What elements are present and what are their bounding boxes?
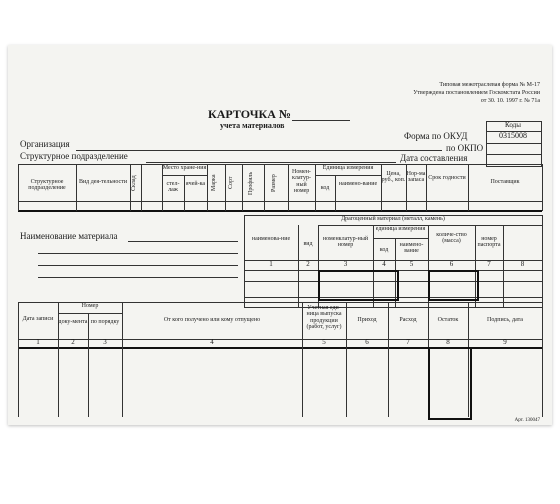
- col-supplier: Поставщик: [490, 179, 520, 185]
- col-number: Номер: [81, 303, 99, 309]
- col-kind: вид: [303, 241, 313, 247]
- num-1: 1: [36, 338, 40, 346]
- pnum-6: 6: [449, 260, 454, 268]
- col-storage: Место хране-ния: [162, 165, 207, 171]
- pnum-3: 3: [343, 260, 348, 268]
- col-qty: количе-ство (масса): [436, 232, 467, 245]
- subdivision-field[interactable]: [146, 162, 396, 163]
- card-number-line: [292, 120, 350, 121]
- col-pcode: код: [379, 247, 389, 253]
- col-size: Размер: [271, 174, 277, 192]
- card-subtitle: учета материалов: [220, 121, 285, 130]
- date-label: Дата составления: [400, 153, 468, 163]
- col-price: Цена, руб., коп.: [381, 171, 406, 184]
- col-date: Дата записи: [22, 316, 54, 322]
- col-passport: номер паспорта: [477, 236, 501, 249]
- col-activity: Вид дея-тельности: [78, 179, 128, 185]
- col-warehouse: Склад: [131, 175, 137, 191]
- okud-label: Форма по ОКУД: [404, 131, 468, 141]
- num-5: 5: [322, 338, 326, 346]
- col-brand: Марка: [211, 174, 217, 192]
- col-cell: ячей-ка: [185, 181, 206, 187]
- pnum-8: 8: [520, 260, 525, 268]
- article-number: Арт. 130047: [514, 418, 540, 423]
- num-6: 6: [365, 338, 369, 346]
- organization-field[interactable]: [76, 150, 442, 151]
- col-punit: единица измерения: [375, 226, 426, 232]
- codes-label: Коды: [505, 121, 521, 129]
- pnum-2: 2: [306, 260, 310, 268]
- subdivision-label: Структурное подразделение: [20, 151, 128, 161]
- col-order: по порядку: [90, 319, 120, 325]
- col-shelf-life: Срок годности: [428, 175, 466, 181]
- col-pnomen: номенклатур-ный номер: [322, 236, 369, 249]
- col-profile: Профиль: [248, 171, 254, 195]
- col-acc-unit: Учетная еди-ница выпуска продукции (работ, услуг): [306, 305, 342, 330]
- col-sign: Подпись, дата: [487, 317, 523, 323]
- card-title: КАРТОЧКА №: [208, 107, 291, 121]
- num-2: 2: [71, 338, 75, 346]
- col-doc: доку-мента: [58, 319, 88, 325]
- precious-header: Драгоценный материал (металл, камень): [341, 216, 445, 222]
- col-puname: наимено-вание: [399, 242, 424, 255]
- col-income: Приход: [357, 317, 377, 323]
- col-code: код: [320, 185, 330, 191]
- form-type-note: Типовая межотраслевая форма № М-17: [439, 82, 540, 88]
- col-pname: наименова-ние: [251, 236, 291, 242]
- approval-note: Утверждена постановлением Госкомстата России: [413, 90, 540, 96]
- num-9: 9: [503, 338, 507, 346]
- col-balance: Остаток: [437, 317, 459, 323]
- organization-label: Организация: [20, 139, 70, 149]
- col-nomen: Номен-клатур-ный номер: [292, 169, 311, 194]
- okud-value: 0315008: [499, 131, 527, 140]
- pnum-7: 7: [487, 260, 491, 268]
- num-8: 8: [446, 338, 450, 346]
- material-name-label: Наименование материала: [20, 231, 118, 241]
- precious-highlight-1: [318, 270, 399, 301]
- balance-highlight: [428, 347, 472, 420]
- num-7: 7: [406, 338, 410, 346]
- num-4: 4: [210, 338, 214, 346]
- col-grade: Сорт: [228, 176, 234, 190]
- precious-highlight-2: [428, 270, 479, 301]
- form-sheet: [8, 45, 552, 425]
- pnum-4: 4: [382, 260, 386, 268]
- pnum-1: 1: [269, 260, 273, 268]
- col-norm: Нор-ма запаса: [406, 171, 426, 184]
- col-shelf: стел-лаж: [166, 181, 180, 194]
- okpo-label: по ОКПО: [446, 143, 484, 153]
- col-from: От кого получено или кому отпущено: [163, 317, 261, 323]
- approval-date: от 30. 10. 1997 г. № 71а: [480, 98, 540, 104]
- material-name-field[interactable]: [128, 241, 238, 242]
- pnum-5: 5: [409, 260, 414, 268]
- col-struct: Структурное подразделение: [28, 179, 66, 192]
- col-uname: наимено-вание: [338, 181, 378, 187]
- col-unit: Единица измерения: [322, 165, 374, 171]
- col-expense: Расход: [399, 317, 417, 323]
- num-3: 3: [103, 338, 107, 346]
